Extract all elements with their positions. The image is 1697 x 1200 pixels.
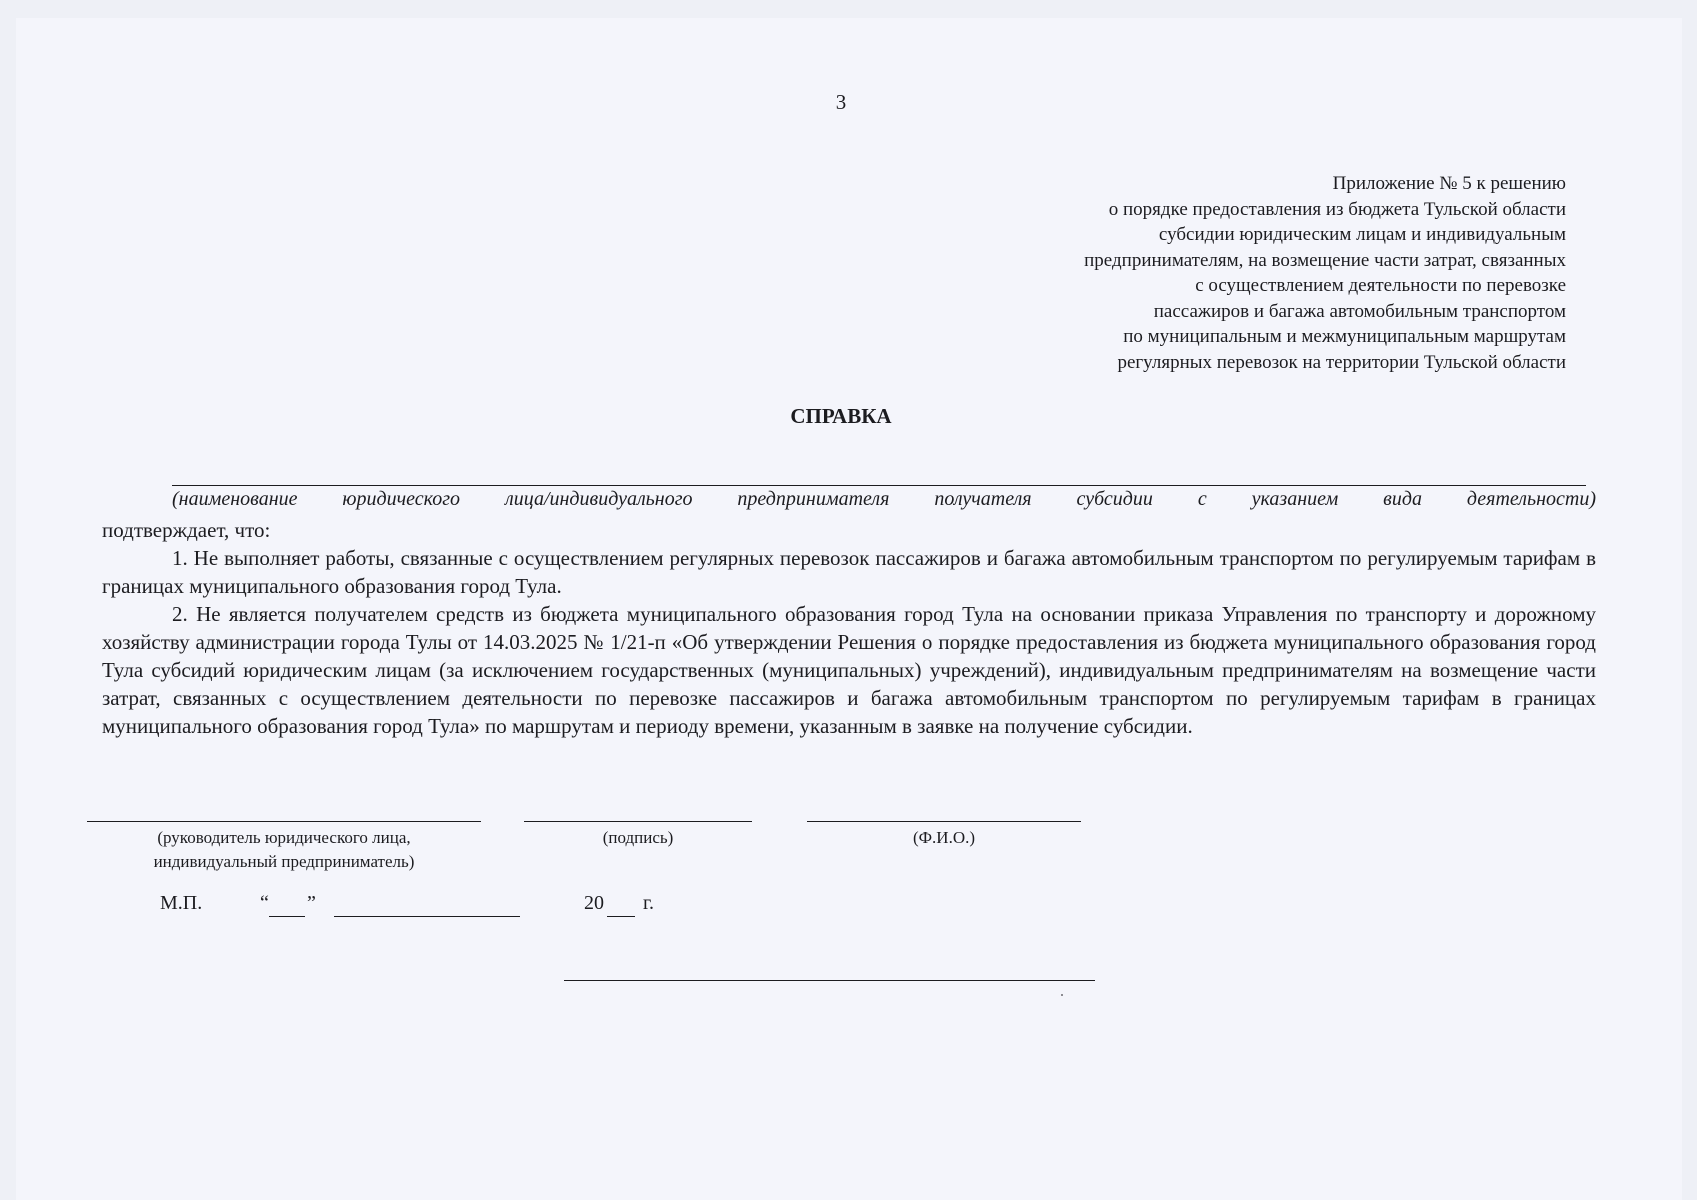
day-open-quote: “ (260, 892, 269, 914)
year-prefix: 20 (584, 892, 604, 914)
certificate-body (102, 516, 1596, 740)
appendix-line: субсидии юридическим лицам и индивидуальным (1158, 224, 1566, 245)
appendix-line: пассажиров и багажа автомобильным транспортом (1153, 300, 1566, 322)
head-caption (87, 826, 481, 874)
bottom-line (564, 980, 1095, 981)
recipient-name-line (172, 485, 1586, 486)
document-title: СПРАВКА (790, 404, 892, 428)
signature-caption: (подпись) (602, 828, 674, 847)
appendix-line: Приложение № 5 к решению (1332, 173, 1566, 194)
day-close-quote: ” (307, 892, 316, 914)
confirms-text: подтверждает, что: (102, 518, 271, 542)
document-page (16, 18, 1682, 1200)
seal-label: М.П. (160, 892, 203, 914)
scan-dot (1061, 994, 1063, 996)
year-suffix: г. (643, 892, 654, 914)
appendix-line: о порядке предоставления из бюджета Тульской области (1108, 198, 1566, 220)
head-caption-line: индивидуальный предприниматель) (153, 852, 415, 871)
appendix-reference (806, 171, 1566, 375)
appendix-line: регулярных перевозок на территории Тульской области (1117, 351, 1566, 373)
day-line (269, 916, 305, 917)
appendix-line: с осуществлением деятельности по перевозке (1195, 275, 1566, 296)
item-2-text: 2. Не является получателем средств из бюджета муниципального образования город Тула на основании приказа Управления по транспорту и дорожному хозяйству администрации города Тулы от 14.03.2025 № 1/21-п «Об утверждении Решения о порядке предоставления из бюджета муниципального образования город Тула субсидий юридическим лицам (за исключением государственных (муниципальных) учреждений), индивидуальным предпринимателям на возмещение части затрат, связанных с осуществлением деятельности по перевозке пассажиров и багажа автомобильным транспортом по регулируемым тарифам в границах муниципального образования город Тула» по маршрутам и периоду времени, указанным в заявке на получение субсидии. (102, 602, 1596, 738)
full-name-line (807, 821, 1081, 822)
appendix-line: предпринимателям, на возмещение части затрат, связанных (1084, 249, 1566, 271)
head-caption-line: (руководитель юридического лица, (157, 828, 411, 847)
full-name-caption: (Ф.И.О.) (912, 828, 976, 847)
signature-line (524, 821, 752, 822)
year-line (607, 916, 635, 917)
month-line (334, 916, 520, 917)
appendix-line: по муниципальным и межмуниципальным маршрутам (1123, 326, 1566, 347)
page-number: 3 (835, 90, 847, 114)
head-signature-line (87, 821, 481, 822)
item-1-text: 1. Не выполняет работы, связанные с осуществлением регулярных перевозок пассажиров и багажа автомобильным транспортом по регулируемым тарифам в границах муниципального образования город Тула. (102, 546, 1596, 598)
recipient-name-caption: (наименование юридического лица/индивидуального предпринимателя получателя субсидии с указанием вида деятельности) (172, 488, 1596, 510)
